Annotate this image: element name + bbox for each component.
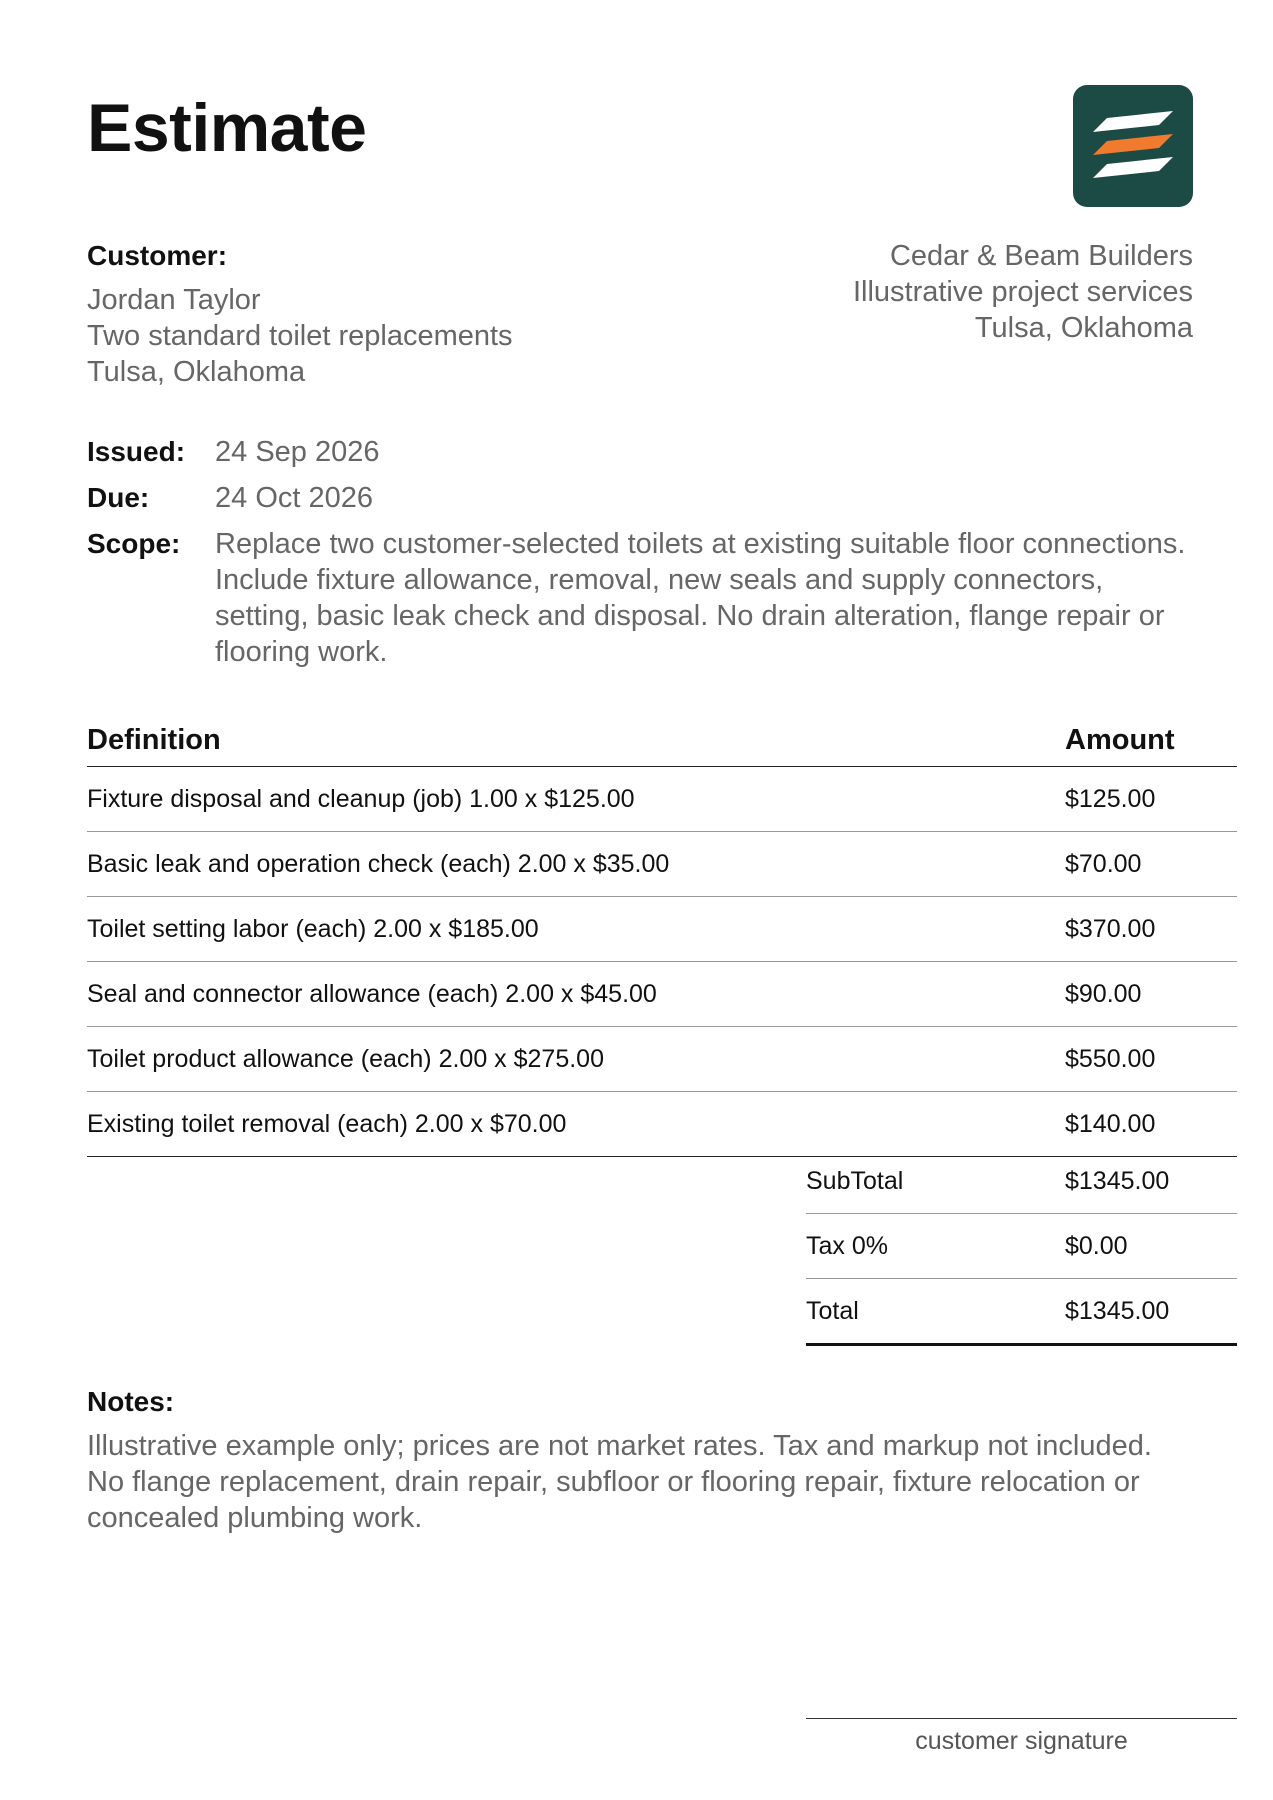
customer-signature-line[interactable] [806, 1718, 1237, 1756]
company-location: Tulsa, Oklahoma [974, 312, 1193, 344]
table-row [87, 767, 1237, 832]
customer-location: Tulsa, Oklahoma [87, 356, 306, 388]
row-definition: Fixture disposal and cleanup (job) 1.00 x $125.00 [87, 767, 1065, 832]
totals-table [806, 1149, 1237, 1346]
signature-label: customer signature [915, 1727, 1128, 1755]
row-amount: $550.00 [1065, 1027, 1237, 1092]
logo-top-layer [1093, 111, 1173, 132]
customer-name: Jordan Taylor [87, 284, 261, 316]
subtotal-row [806, 1149, 1237, 1214]
row-amount: $125.00 [1065, 767, 1237, 832]
customer-block [87, 238, 647, 390]
header-amount: Amount [1065, 722, 1237, 767]
row-amount: $370.00 [1065, 897, 1237, 962]
notes-label: Notes: [87, 1386, 175, 1417]
issued-label: Issued: [87, 436, 186, 467]
table-row [87, 1027, 1237, 1092]
company-block [673, 238, 1193, 346]
due-label: Due: [87, 482, 150, 513]
company-name: Cedar & Beam Builders [889, 240, 1193, 272]
logo-middle-layer [1093, 134, 1173, 155]
table-row [87, 1092, 1237, 1157]
line-items-table [87, 722, 1237, 1157]
estimate-page [87, 0, 1237, 1800]
total-value: $1345.00 [1065, 1279, 1237, 1345]
table-header-row [87, 722, 1237, 767]
scope-label: Scope: [87, 528, 181, 559]
table-row [87, 897, 1237, 962]
issued-row [87, 434, 1193, 470]
estimate-meta [87, 434, 1193, 680]
total-label: Total [806, 1279, 1065, 1345]
row-definition: Basic leak and operation check (each) 2.00 x $35.00 [87, 832, 1065, 897]
subtotal-label: SubTotal [806, 1149, 1065, 1214]
row-amount: $70.00 [1065, 832, 1237, 897]
logo-bottom-layer [1093, 157, 1173, 178]
scope-row [87, 526, 1193, 670]
subtotal-value: $1345.00 [1065, 1149, 1237, 1214]
notes-section [87, 1384, 1193, 1536]
company-tagline: Illustrative project services [852, 276, 1193, 308]
issued-date: 24 Sep 2026 [215, 436, 380, 468]
company-logo [1073, 85, 1193, 207]
scope-text: Replace two customer-selected toilets at existing suitable floor connections. Include fixture allowance, removal, new seals and supply connectors, setting, basic leak check and disposal. No drain alteration, flange repair or flooring work. [215, 528, 1186, 668]
row-definition: Seal and connector allowance (each) 2.00 x $45.00 [87, 962, 1065, 1027]
row-amount: $90.00 [1065, 962, 1237, 1027]
table-row [87, 832, 1237, 897]
total-row [806, 1279, 1237, 1345]
tax-label: Tax 0% [806, 1214, 1065, 1279]
table-row [87, 962, 1237, 1027]
customer-label: Customer: [87, 240, 228, 271]
stacked-layers-icon [1073, 85, 1193, 207]
row-definition: Toilet product allowance (each) 2.00 x $275.00 [87, 1027, 1065, 1092]
customer-project: Two standard toilet replacements [87, 320, 513, 352]
row-definition: Toilet setting labor (each) 2.00 x $185.00 [87, 897, 1065, 962]
due-row [87, 480, 1193, 516]
tax-value: $0.00 [1065, 1214, 1237, 1279]
header-definition: Definition [87, 722, 1065, 767]
due-date: 24 Oct 2026 [215, 482, 373, 514]
notes-text: Illustrative example only; prices are not market rates. Tax and markup not included. No flange replacement, drain repair, subfloor or flooring repair, fixture relocation or concealed plumbing work. [87, 1430, 1152, 1534]
row-definition: Existing toilet removal (each) 2.00 x $70.00 [87, 1092, 1065, 1157]
row-amount: $140.00 [1065, 1092, 1237, 1157]
tax-row [806, 1214, 1237, 1279]
page-title: Estimate [87, 90, 367, 166]
